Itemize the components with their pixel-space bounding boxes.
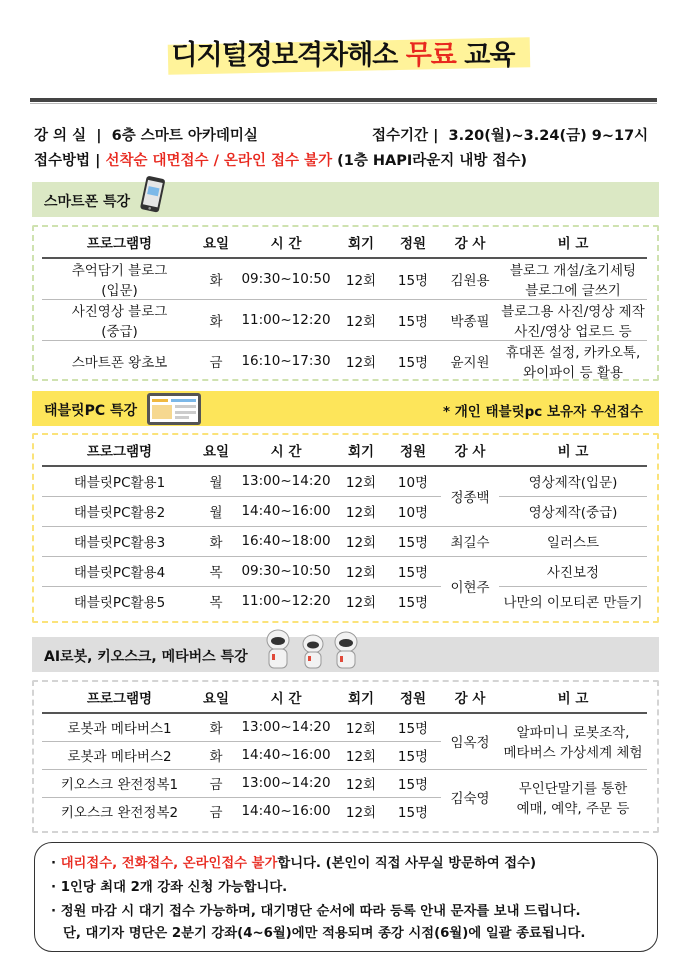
time: 13:00~14:20 (235, 713, 337, 741)
program-name: 스마트폰 왕초보 (71, 355, 168, 371)
time: 11:00~12:20 (241, 593, 331, 610)
time: 11:00~12:20 (235, 300, 337, 341)
time: 13:00~14:20 (235, 466, 337, 496)
robot-schedule-table (42, 682, 647, 825)
note: 나만의 이모티콘 만들기 (503, 595, 643, 612)
notice-line-4: 단, 대기자 명단은 2분기 강좌(4~6월)에만 적용되며 종강 시점(6월)에 일괄 종료됩니다. (63, 926, 586, 941)
time: 09:30~10:50 (235, 258, 337, 300)
col-day: 요일 (197, 435, 235, 466)
section-tablet-title: 태블릿PC 특강 (44, 403, 138, 419)
table-row (42, 526, 647, 556)
teacher: 정종백 (441, 466, 499, 526)
sessions: 12회 (345, 805, 377, 822)
teacher: 김숙영 (450, 791, 490, 808)
col-time: 시 간 (235, 682, 337, 713)
note: 영상제작(입문) (499, 466, 647, 496)
program-name: 태블릿PC활용1 (42, 466, 197, 496)
smartphone-icon (137, 174, 167, 216)
day: 월 (197, 496, 235, 526)
title-area (0, 25, 686, 85)
teacher: 윤지원 (450, 355, 490, 371)
section-tablet-header (32, 391, 659, 426)
col-time: 시 간 (235, 435, 337, 466)
note: 무인단말기를 통한 예매, 예약, 주문 등 (516, 781, 630, 818)
program-name: 태블릿PC활용4 (42, 556, 197, 586)
day: 금 (209, 805, 223, 822)
capacity: 15명 (385, 258, 441, 300)
col-day: 요일 (197, 227, 235, 258)
program-name: 로봇과 메타버스2 (42, 741, 197, 769)
teacher: 박종필 (441, 300, 499, 341)
table-row (42, 556, 647, 586)
tablet-schedule-table (42, 435, 647, 616)
table-row (42, 769, 647, 797)
tablet-icon (145, 391, 203, 427)
table-row (42, 586, 647, 616)
teacher: 이현주 (450, 580, 490, 597)
notice-line-1: · 대리접수, 전화접수, 온라인접수 불가합니다. (본인이 직접 사무실 방문하여 접수) (51, 856, 537, 871)
program-name: 태블릿PC활용2 (42, 496, 197, 526)
day: 화 (197, 526, 235, 556)
note: 휴대폰 설정, 카카오톡, 와이파이 등 활용 (505, 345, 641, 381)
day: 월 (197, 466, 235, 496)
sessions: 12회 (345, 355, 377, 371)
col-teacher: 강 사 (441, 435, 499, 466)
col-capacity: 정원 (385, 435, 441, 466)
capacity: 15명 (385, 556, 441, 586)
section-tablet-note: * 개인 태블릿pc 보유자 우선접수 (442, 404, 643, 420)
notice-line-2: · 1인당 최대 2개 강좌 신청 가능합니다. (51, 880, 288, 895)
program-name: 태블릿PC활용5 (73, 595, 166, 612)
section-smartphone-title: 스마트폰 특강 (44, 194, 131, 210)
day: 금 (209, 355, 223, 371)
capacity: 10명 (385, 466, 441, 496)
teacher: 김원용 (441, 258, 499, 300)
time: 09:30~10:50 (235, 556, 337, 586)
program-name: 로봇과 메타버스1 (42, 713, 197, 741)
capacity: 10명 (385, 496, 441, 526)
title-divider-shadow (30, 103, 657, 104)
sessions: 12회 (337, 713, 385, 741)
day: 화 (197, 741, 235, 769)
note: 사진보정 (499, 556, 647, 586)
sessions: 12회 (337, 300, 385, 341)
sessions: 12회 (337, 741, 385, 769)
capacity: 15명 (397, 595, 429, 612)
smartphone-table-box (32, 225, 659, 381)
note: 일러스트 (499, 526, 647, 556)
table-row (42, 466, 647, 496)
tablet-table-box (32, 433, 659, 623)
col-teacher: 강 사 (441, 227, 499, 258)
col-time: 시 간 (235, 227, 337, 258)
capacity: 15명 (397, 805, 429, 822)
col-program: 프로그램명 (42, 227, 197, 258)
robots-icon (258, 626, 368, 674)
smartphone-schedule-table (42, 227, 647, 381)
time: 14:40~16:00 (241, 803, 331, 820)
table-row (42, 341, 647, 382)
time: 14:40~16:00 (235, 496, 337, 526)
col-capacity: 정원 (385, 682, 441, 713)
table-row (42, 300, 647, 341)
col-note: 비 고 (499, 227, 647, 258)
page-title: 디지털정보격차해소 무료 교육 (171, 40, 515, 71)
program-name: 추억담기 블로그 (입문) (42, 258, 197, 300)
sessions: 12회 (337, 556, 385, 586)
sessions: 12회 (337, 769, 385, 797)
col-note: 비 고 (499, 435, 647, 466)
program-name: 키오스크 완전정복1 (42, 769, 197, 797)
capacity: 15명 (385, 741, 441, 769)
title-divider (30, 98, 657, 102)
table-row (42, 496, 647, 526)
info-period: 접수기간 | 3.20(월)~3.24(금) 9~17시 (372, 128, 649, 144)
capacity: 15명 (385, 300, 441, 341)
capacity: 15명 (385, 769, 441, 797)
col-note: 비 고 (499, 682, 647, 713)
day: 목 (197, 556, 235, 586)
note: 블로그용 사진/영상 제작 사진/영상 업로드 등 (499, 300, 647, 341)
sessions: 12회 (345, 595, 377, 612)
program-name: 사진영상 블로그 (중급) (42, 300, 197, 341)
sessions: 12회 (337, 496, 385, 526)
program-name: 키오스크 완전정복2 (60, 805, 179, 822)
day: 금 (197, 769, 235, 797)
col-capacity: 정원 (385, 227, 441, 258)
col-program: 프로그램명 (42, 435, 197, 466)
section-smartphone-header (32, 182, 659, 217)
col-teacher: 강 사 (441, 682, 499, 713)
col-sessions: 회기 (337, 227, 385, 258)
col-sessions: 회기 (337, 435, 385, 466)
day: 화 (197, 300, 235, 341)
day: 화 (197, 713, 235, 741)
time: 14:40~16:00 (235, 741, 337, 769)
table-row (42, 258, 647, 300)
notice-box (34, 842, 658, 952)
program-name: 태블릿PC활용3 (42, 526, 197, 556)
note: 영상제작(중급) (499, 496, 647, 526)
sessions: 12회 (337, 466, 385, 496)
note: 블로그 개설/초기세팅 블로그에 글쓰기 (499, 258, 647, 300)
col-sessions: 회기 (337, 682, 385, 713)
table-row (42, 713, 647, 741)
time: 16:40~18:00 (235, 526, 337, 556)
day: 목 (209, 595, 223, 612)
col-day: 요일 (197, 682, 235, 713)
capacity: 15명 (385, 526, 441, 556)
time: 16:10~17:30 (241, 353, 331, 369)
capacity: 15명 (385, 713, 441, 741)
day: 화 (197, 258, 235, 300)
time: 13:00~14:20 (235, 769, 337, 797)
sessions: 12회 (337, 526, 385, 556)
notice-line-3: · 정원 마감 시 대기 접수 가능하며, 대기명단 순서에 따라 등록 안내 문자를 보내 드립니다. (51, 904, 581, 919)
note: 알파미니 로봇조작, 메타버스 가상세계 체험 (499, 713, 647, 769)
sessions: 12회 (337, 258, 385, 300)
teacher: 최길수 (441, 526, 499, 556)
col-program: 프로그램명 (42, 682, 197, 713)
info-method: 접수방법 | 선착순 대면접수 / 온라인 접수 불가 (1층 HAPI라운지 내방 접수) (34, 153, 528, 169)
robot-table-box (32, 680, 659, 833)
info-room: 강 의 실 | 6층 스마트 아카데미실 (34, 128, 258, 144)
section-robot-title: AI로봇, 키오스크, 메타버스 특강 (44, 649, 248, 665)
teacher: 임옥정 (441, 713, 499, 769)
capacity: 15명 (397, 355, 429, 371)
